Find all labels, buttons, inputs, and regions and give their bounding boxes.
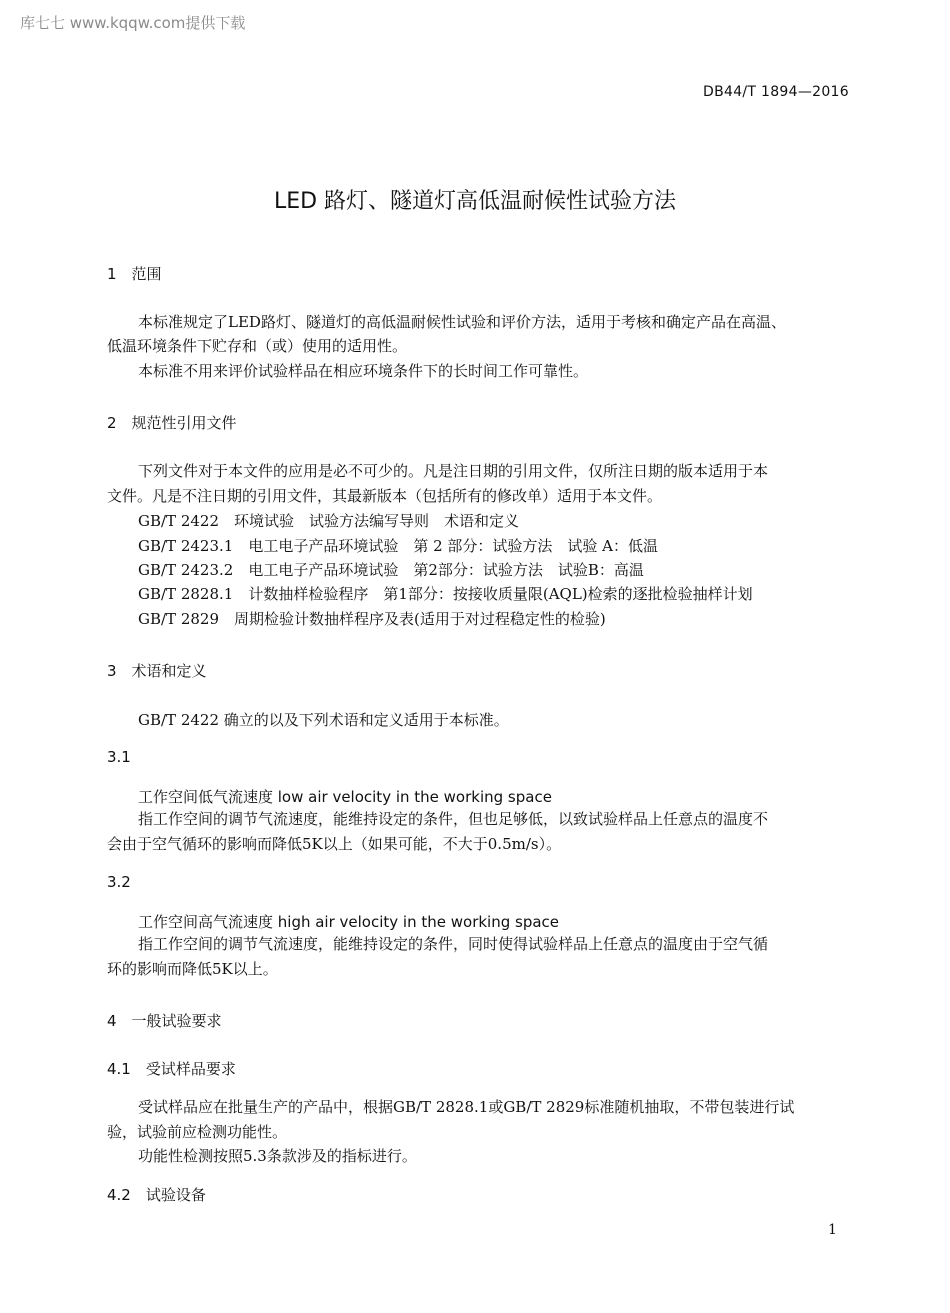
reference-item: GB/T 2422 环境试验 试验方法编写导则 术语和定义 (138, 512, 520, 530)
reference-item: GB/T 2828.1 计数抽样检验程序 第1部分：按接收质量限(AQL)检索的逐批检验抽样计划 (138, 585, 753, 603)
section-1-heading: 1 范围 (107, 265, 162, 283)
section-4-heading: 4 一般试验要求 (107, 1012, 222, 1030)
section-1-para-2: 本标准不用来评价试验样品在相应环境条件下的长时间工作可靠性。 (138, 362, 589, 380)
section-4-1-para-1-line-1: 受试样品应在批量生产的产品中，根据GB/T 2828.1或GB/T 2829标准随机抽取，不带包装进行试 (138, 1098, 795, 1116)
page-number: 1 (828, 1222, 837, 1238)
term-3-1-number: 3.1 (107, 748, 131, 766)
section-2-heading: 2 规范性引用文件 (107, 414, 237, 432)
term-3-1-definition-line-1: 指工作空间的调节气流速度，能维持设定的条件，但也足够低，以致试验样品上任意点的温度不 (138, 810, 769, 828)
reference-item: GB/T 2423.2 电工电子产品环境试验 第2部分：试验方法 试验B：高温 (138, 561, 644, 579)
term-3-2-definition-line-2: 环的影响而降低5K以上。 (107, 960, 278, 978)
watermark: 库七七 www.kqqw.com提供下载 (20, 14, 246, 32)
term-3-2-title: 工作空间高气流速度 high air velocity in the working space (138, 913, 560, 931)
section-2-para-1-line-2: 文件。凡是不注日期的引用文件，其最新版本（包括所有的修改单）适用于本文件。 (107, 487, 663, 505)
section-1-para-1-line-1: 本标准规定了LED路灯、隧道灯的高低温耐候性试验和评价方法，适用于考核和确定产品在高温、 (138, 313, 786, 331)
term-3-2-number: 3.2 (107, 873, 131, 891)
term-3-2-definition-line-1: 指工作空间的调节气流速度，能维持设定的条件，同时使得试验样品上任意点的温度由于空气循 (138, 935, 769, 953)
reference-item: GB/T 2423.1 电工电子产品环境试验 第 2 部分：试验方法 试验 A：低温 (138, 537, 659, 555)
section-3-heading: 3 术语和定义 (107, 662, 207, 680)
term-3-1-title: 工作空间低气流速度 low air velocity in the working space (138, 788, 552, 806)
section-4-1-para-1-line-2: 验，试验前应检测功能性。 (107, 1123, 288, 1141)
standard-code: DB44/T 1894—2016 (703, 84, 849, 100)
term-3-1-definition-line-2: 会由于空气循环的影响而降低5K以上（如果可能，不大于0.5m/s）。 (107, 835, 562, 853)
section-2-para-1-line-1: 下列文件对于本文件的应用是必不可少的。凡是注日期的引用文件，仅所注日期的版本适用于本 (138, 462, 769, 480)
section-4-1-heading: 4.1 受试样品要求 (107, 1060, 236, 1078)
section-4-1-para-2: 功能性检测按照5.3条款涉及的指标进行。 (138, 1147, 417, 1165)
section-4-2-heading: 4.2 试验设备 (107, 1186, 206, 1204)
reference-item: GB/T 2829 周期检验计数抽样程序及表(适用于对过程稳定性的检验) (138, 610, 606, 628)
section-3-para-1: GB/T 2422 确立的以及下列术语和定义适用于本标准。 (138, 711, 509, 729)
section-1-para-1-line-2: 低温环境条件下贮存和（或）使用的适用性。 (107, 337, 408, 355)
document-title: LED 路灯、隧道灯高低温耐候性试验方法 (273, 189, 677, 214)
